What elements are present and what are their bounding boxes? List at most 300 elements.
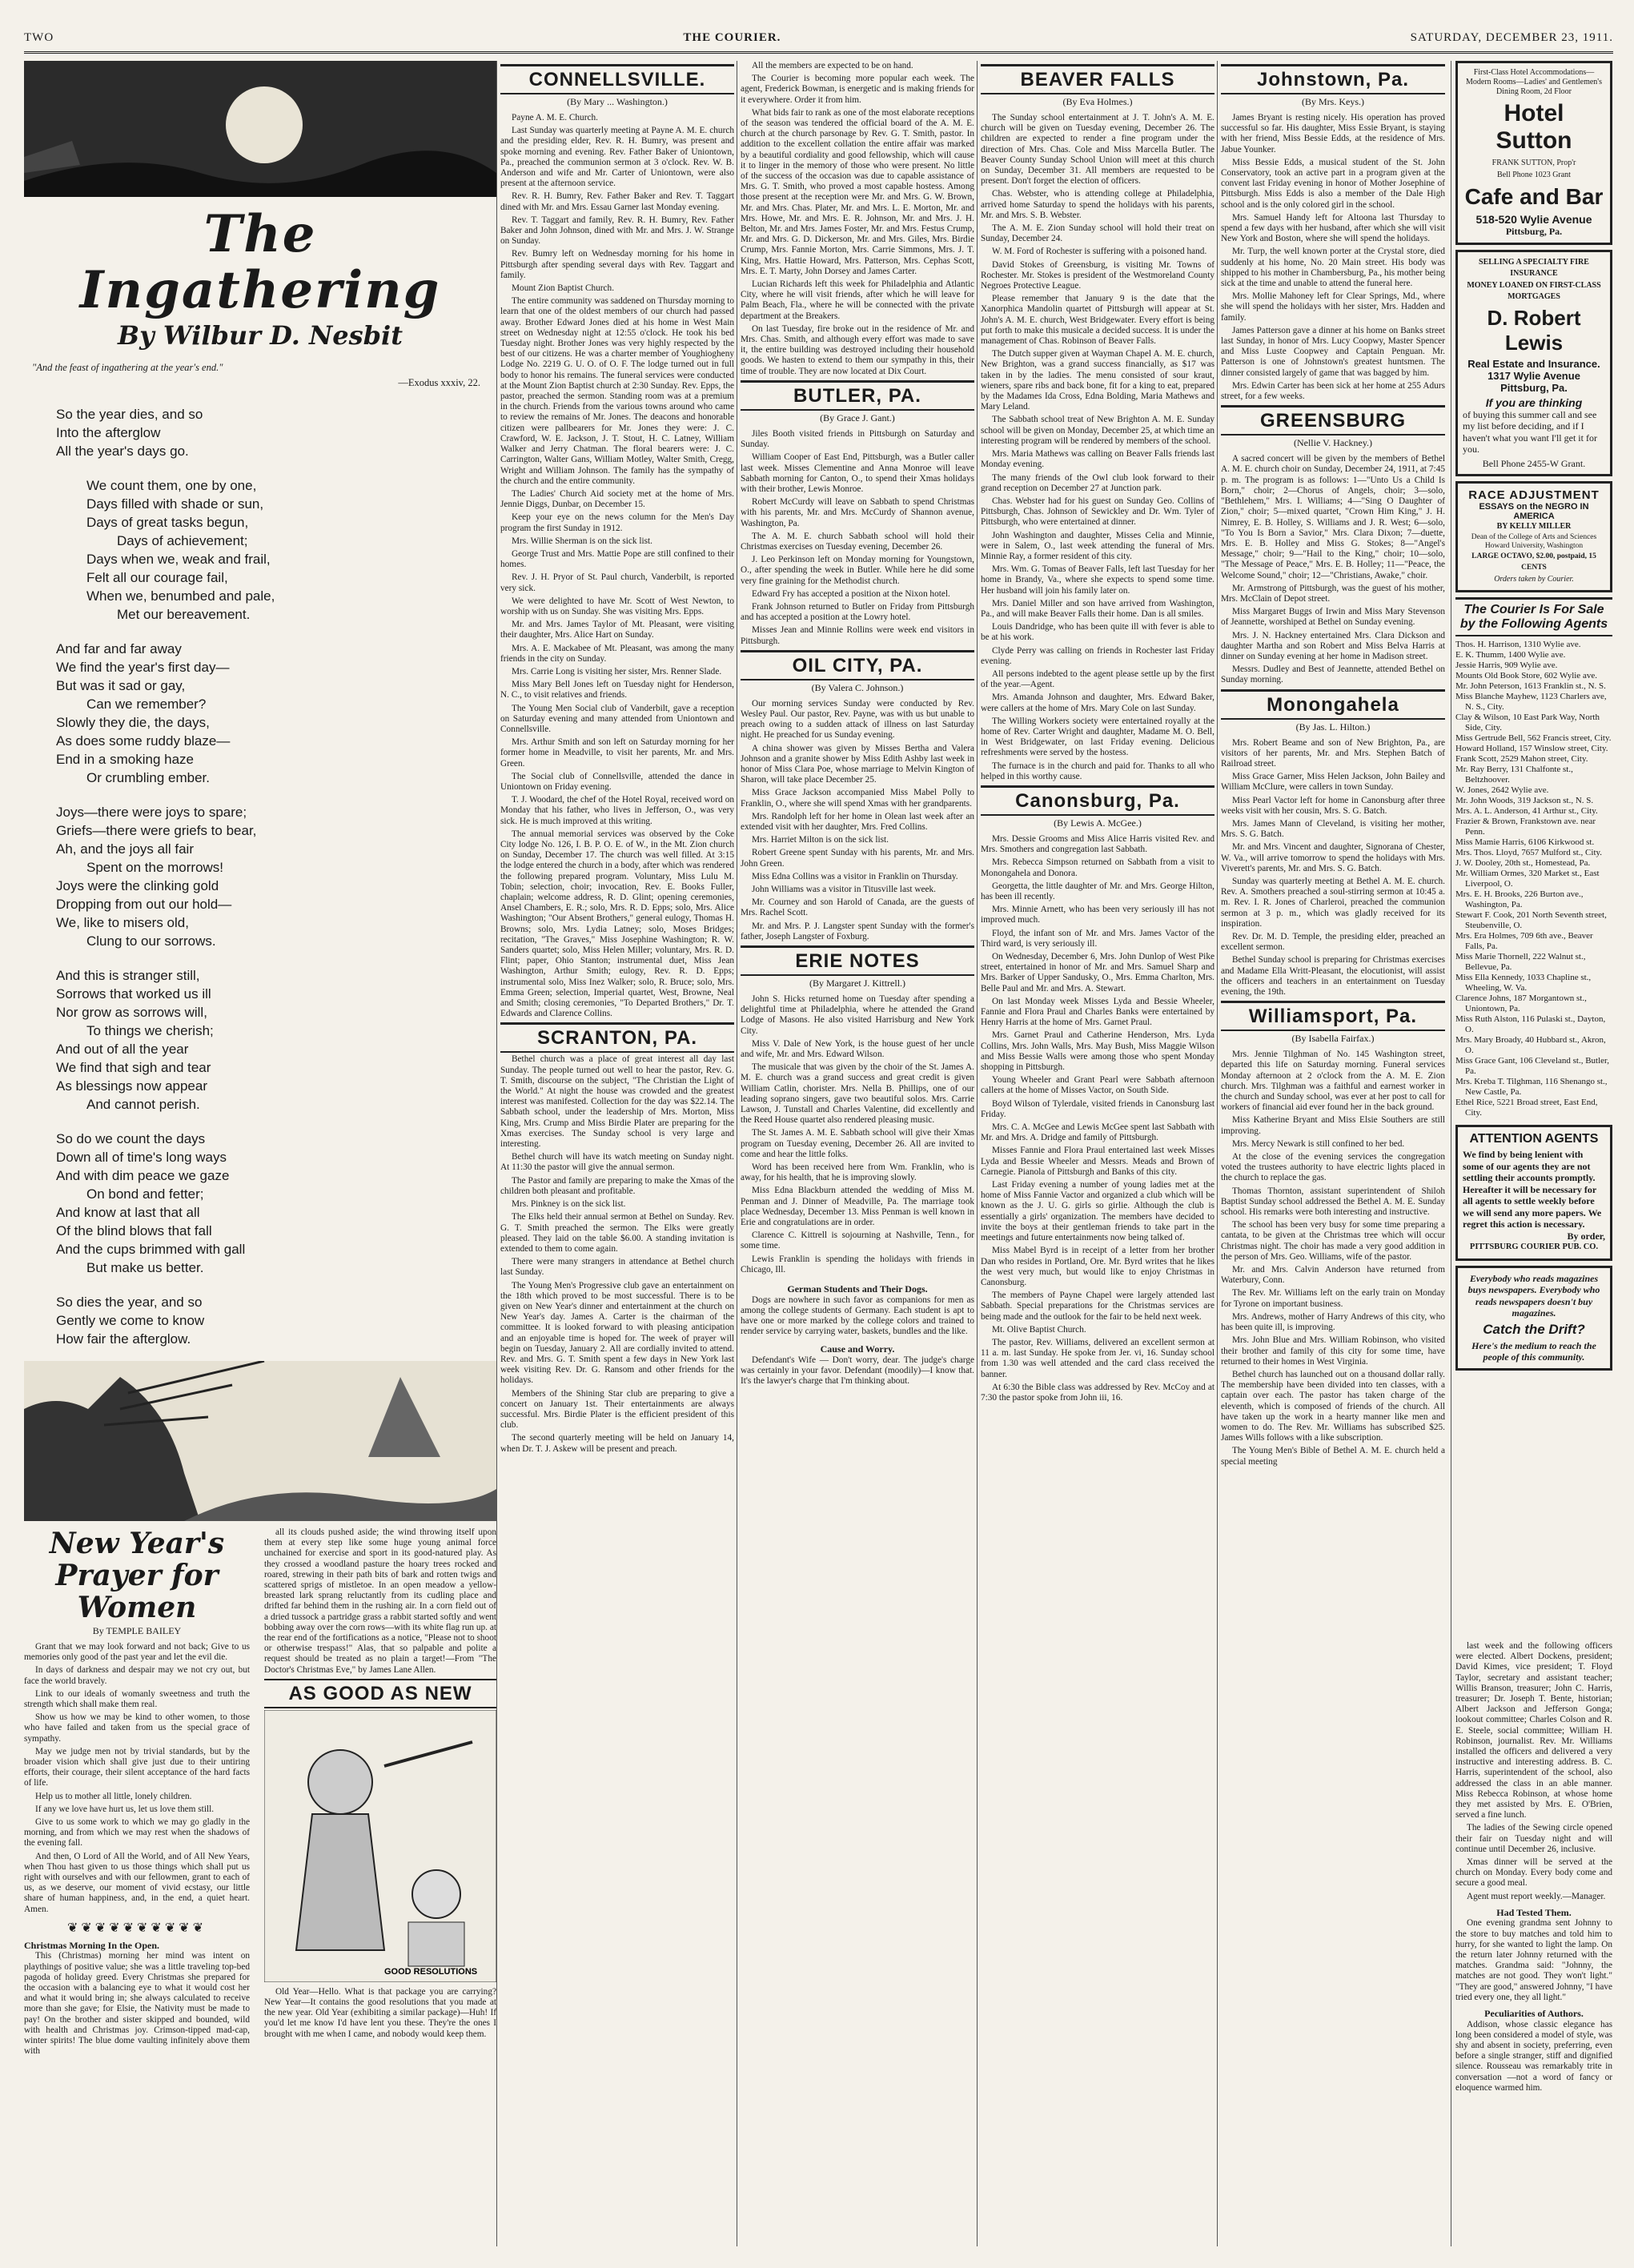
monongahela-title: Monongahela xyxy=(1221,689,1445,720)
race-dean: Dean of the College of Arts and Sciences Howard University, Washington xyxy=(1471,532,1597,550)
poem-line: And with dim peace we gaze xyxy=(56,1168,230,1183)
canonsburg-paragraph: Mrs. Dessie Grooms and Miss Alice Harris visited Rev. and Mrs. Smothers and congregation last Sabbath. xyxy=(981,833,1214,855)
williamsport-byline: (By Isabella Fairfax.) xyxy=(1291,1033,1375,1045)
erie-paragraph: Word has been received here from Wm. Franklin, who is away, for his health, that he is improving slowly. xyxy=(741,1162,974,1183)
agent-entry: Miss Mamie Harris, 6106 Kirkwood st. xyxy=(1455,837,1595,847)
greensburg-body xyxy=(1221,454,1445,685)
lewis-money: MONEY LOANED ON FIRST-CLASS MORTGAGES xyxy=(1467,280,1601,301)
butler-paragraph: Frank Johnson returned to Butler on Friday from Pittsburgh and has accepted a position at the Lowry hotel. xyxy=(741,601,974,623)
canonsburg-paragraph: Floyd, the infant son of Mr. and Mrs. James Vactor of the Third ward, is very seriously ill. xyxy=(981,928,1214,949)
connellsville-paragraph: Rev. J. H. Pryor of St. Paul church, Vanderbilt, is reported very sick. xyxy=(500,572,734,593)
story-section xyxy=(258,1527,496,2059)
prayer-paragraph: Help us to mother all little, lonely children. xyxy=(35,1791,192,1801)
christmas-title: Christmas Morning In the Open. xyxy=(24,1939,160,1951)
agent-entry: Mrs. Era Holmes, 709 6th ave., Beaver Falls, Pa. xyxy=(1455,931,1593,951)
canonsburg-paragraph: Mrs. Rebecca Simpson returned on Sabbath from a visit to Monongahela and Donora. xyxy=(981,857,1214,878)
butler-paragraph: Edward Fry has accepted a position at the Nixon hotel. xyxy=(752,588,950,599)
lewis-phone: Bell Phone 2455-W Grant. xyxy=(1482,457,1586,469)
race-title: RACE ADJUSTMENT xyxy=(1468,488,1600,502)
beaver-paragraph: The Sunday school entertainment at J. T. John's A. M. E. church will be given on Tuesday evening, December 26. The children are expected to render a fine program under the direction of Mrs. Chas. Cole and Miss Marcella Butler. The Beaver County Sunday School Union will meet at this church on Sunday, December 31. All members are requested to be present. Don't forget the election of officers. xyxy=(981,113,1214,187)
continuation-paragraph: The ladies of the Sewing circle opened their fair on Tuesday night and will continue until December 26, inclusive. xyxy=(1455,1823,1612,1854)
poem-line: And know at last that all xyxy=(56,1205,200,1220)
agent-entry: Frank Scott, 2529 Mahon street, City. xyxy=(1455,754,1588,764)
oilcity-paragraph: Robert Greene spent Sunday with his parents, Mr. and Mrs. John Green. xyxy=(741,848,974,869)
poem-line: Clung to our sorrows. xyxy=(86,933,216,949)
poem-line: Of the blind blows that fall xyxy=(56,1223,212,1238)
scranton-body xyxy=(500,1054,734,1454)
oilcity-paragraph: John Williams was a visitor in Titusville last week. xyxy=(752,885,936,894)
williamsport-paragraph: Mrs. Jennie Tilghman of No. 145 Washington street, departed this life on Saturday morning. Funeral services Monday afternoon at 2 o'clock from the A. M. E. Zion church. Mrs. Tilghman was a faithful and earnest worker in the church and Sunday school, was ever at her post to call for workers of financial aid ever found her in the back ground. xyxy=(1221,1050,1445,1113)
beaver-paragraph: The Dutch supper given at Wayman Chapel A. M. E. church, New Brighton, was a grand success financially, as $17 was taken in by the ladies. The menu consisted of sour kraut, wieners, spare ribs and back bone, fit for a king to eat, prepared by the Madames Ida Cross, Edna Bolding, Maria Mathews and Mary Leland. xyxy=(981,349,1214,412)
poem-line: Days filled with shade or sun, xyxy=(86,496,264,512)
butler-paragraph: Robert McCurdy will leave on Sabbath to spend Christmas with his parents, Mr. and Mrs. McCurdy of Shannon avenue, Washington, Pa. xyxy=(741,497,974,528)
poem-line: When we, benumbed and pale, xyxy=(86,588,275,604)
drift-after: Here's the medium to reach the people of this community. xyxy=(1471,1339,1596,1363)
beaver-paragraph: John Washington and daughter, Misses Celia and Minnie, were in Salem, O., last week attending the funeral of Mrs. Minnie Ray, a former resident of this city. xyxy=(981,530,1214,561)
oilcity-paragraph: Miss Edna Collins was a visitor in Franklin on Thursday. xyxy=(752,871,958,881)
poem-stanza xyxy=(56,1293,496,1348)
masthead xyxy=(24,24,1613,54)
butler-body xyxy=(741,429,974,647)
prayer-paragraph: May we judge men not by trivial standards, but by the broader vision which shall give just due to their untiring efforts, their courage, their silent acceptance of the hard facts of life. xyxy=(24,1746,250,1788)
connellsville-paragraph: George Trust and Mrs. Mattie Pope are still confined to their homes. xyxy=(500,548,734,570)
beaver-paragraph: W. M. Ford of Rochester is suffering with a poisoned hand. xyxy=(992,247,1207,257)
beaver-paragraph: The many friends of the Owl club look forward to their grand reception on December 27 at Junction park. xyxy=(981,472,1214,493)
poem-line: Joys—there were joys to spare; xyxy=(56,805,247,820)
lewis-if: If you are thinking xyxy=(1485,395,1583,409)
beaver-paragraph: All persons indebted to the agent please settle up by the first of the year.—Agent. xyxy=(981,668,1214,690)
poem-line: To things we cherish; xyxy=(86,1023,214,1038)
catch-the-drift-ad xyxy=(1455,1266,1612,1371)
attention-title: ATTENTION AGENTS xyxy=(1469,1132,1599,1146)
erie-paragraph: Lewis Franklin is spending the holidays with friends in Chicago, Ill. xyxy=(741,1254,974,1274)
canonsburg-paragraph: The members of Payne Chapel were largely attended last Sabbath. Special preparations for the Christmas services are being made and the outlook for the fair to be held next week. xyxy=(981,1291,1214,1322)
cartoon-label: GOOD RESOLUTIONS xyxy=(384,1966,478,1977)
authors-text: Addison, whose classic elegance has long been considered a model of style, was shy and absent in society, preferring, even before a single stranger, stiff and dignified silence. Rousseau was remarkably trite in conversation —not a word of fancy or eloquence warmed him. xyxy=(1455,2019,1612,2093)
scranton-paragraph: The Young Men's Progressive club gave an entertainment on the 18th which proved to be most successful. There is to be given on New Year's dinner and entertainment at the church on New Year's day. James A. Carter is the chairman of the committee. It is looked forward to with pleasing anticipation and an enjoyable time is hoped for. The week of prayer will begin on Tuesday, January 2. All are cordially invited to attend. Rev. and Mrs. G. T. Smith spent a few days in New York last week visiting Rev. Dr. G. Ransom and other friends for the holidays. xyxy=(500,1280,734,1386)
attention-sig2: PITTSBURG COURIER PUB. CO. xyxy=(1469,1242,1599,1251)
canonsburg-paragraph: On last Monday week Misses Lyda and Bessie Wheeler, Fannie and Flora Praul and Charles Banks were entertained by Henry Harris at the home of Mrs. Garnet Praul. xyxy=(981,996,1214,1028)
greensburg-title: GREENSBURG xyxy=(1221,405,1445,436)
erie-title: ERIE NOTES xyxy=(741,945,974,976)
poem-line: All the year's days go. xyxy=(56,444,189,459)
butler-paragraph: J. Leo Perkinson left on Monday morning for Youngstown, O., after spending the week in Butler. While here he did some very fine graining for the Methodist church. xyxy=(741,555,974,586)
canonsburg-paragraph: Boyd Wilson of Tylerdale, visited friends in Canonsburg last Friday. xyxy=(981,1098,1214,1119)
connellsville-paragraph: Mrs. Carrie Long is visiting her sister, Mrs. Renner Slade. xyxy=(512,666,722,676)
poem-line: On bond and fetter; xyxy=(86,1186,204,1202)
race-adjustment-ad xyxy=(1455,481,1612,592)
agent-entry: Mrs. A. L. Anderson, 41 Arthur st., City. xyxy=(1455,806,1598,816)
hotel-prop: FRANK SUTTON, Prop'r xyxy=(1491,159,1576,167)
greensburg-paragraph: A sacred concert will be given by the members of Bethel A. M. E. church choir on Sunday, December 24, 1911, at 7:45 p. m. The program is as follows: 1—"Unto Us a Child Is Born," choir; 2—Chorus of Angels, choir; 3—solo, "Bethlehem," Mrs. I. Williams; 4—"Sing O Daughter of Zion," choir; 5—mixed quartet, "Crown Him King," J. H. Nimrey, E. B. Holley, S. Williams and J. R. West; 6—solo, "To You Is Born a Savior," Mrs. Clara Dixon; 7—duette, Mrs. E. B. Holley and Miss G. Stokes; 8—"Angel's Message," choir; 9—"Hail to the King," choir; 10—solo, "The Message of Peace," Mrs. E. B. Holley; 11—"Peace, the Welcome Sound," choir; 12—"Christians, Awake," choir. xyxy=(1221,454,1445,580)
agent-entry: Frazier & Brown, Frankstown ave. near Penn. xyxy=(1455,817,1596,837)
erie-paragraph: Miss Edna Blackburn attended the wedding of Miss M. Penman and J. Dinner of Meadville, Pa. The marriage took place Wednesday, December 13. Miss Penman is well known in Erie and congratulations are in order. xyxy=(741,1186,974,1228)
paper-name: THE COURIER. xyxy=(683,30,781,44)
poem-title: The Ingathering xyxy=(79,204,441,320)
poem-line: But make us better. xyxy=(86,1260,204,1275)
agent-entry: Jessie Harris, 909 Wylie ave. xyxy=(1455,660,1558,670)
agent-entry: Mr. William Ormes, 320 Market st., East Liverpool, O. xyxy=(1455,869,1600,889)
connellsville-paragraph: Last Sunday was quarterly meeting at Payne A. M. E. church and the presiding elder, Rev. R. H. Bumry, was present and spoke morning and evening. Rev. Father Baker of Uniontown, Pa., preached the communion sermon at 3 o'clock. Rev. W. B. Anderson and wife and Mr. Carter of Uniontown, were also present at the afternoon service. xyxy=(500,126,734,189)
johnstown-paragraph: Mrs. Mollie Mahoney left for Clear Springs, Md., where she will spend the holidays with her sister, Mrs. Hadden and family. xyxy=(1221,291,1445,323)
monongahela-paragraph: Miss Pearl Vactor left for home in Canonsburg after three weeks visit with her cousin, Mrs. S. G. Batch. xyxy=(1221,795,1445,816)
race-orders: Orders taken by Courier. xyxy=(1494,574,1574,584)
beaver-paragraph: Mrs. Amanda Johnson and daughter, Mrs. Edward Baker, were callers at the home of Mrs. Mary Cole on last Sunday. xyxy=(981,692,1214,713)
beaver-paragraph: Louis Dandridge, who has been quite ill with fever is able to be at his work. xyxy=(981,622,1214,643)
poem-line: Dropping from out our hold— xyxy=(56,897,232,912)
poem-line: Days of achievement; xyxy=(117,533,248,548)
agent-entry: W. Jones, 2642 Wylie ave. xyxy=(1455,785,1549,795)
poem-line: We find that sigh and tear xyxy=(56,1060,211,1075)
canonsburg-paragraph: The pastor, Rev. Williams, delivered an excellent sermon at 11 a. m. last Sunday. He spoke from Jer. vi, 16. Sunday school from 1.30 was well attended and the card class received the banner. xyxy=(981,1337,1214,1379)
oilcity-paragraph: Mrs. Harriet Milton is on the sick list. xyxy=(752,835,889,845)
agent-entry: Stewart F. Cook, 201 North Seventh street, Steubenville, O. xyxy=(1455,910,1607,930)
erie-body xyxy=(741,994,974,1275)
oilcity-byline: (By Valera C. Johnson.) xyxy=(811,681,904,693)
continuation-paragraph: last week and the following officers were elected. Albert Dockens, president; David Kimes, vice president; T. Floyd Taylor, secretary and assistant teacher; Willis Branson, treasurer; John C. Harris, treasurer; Dr. Joseph T. Bente, historian; Albert Jackson and Jefferson Gonga; lookout committee; Charles Colson and R. E. Steele, social committee; William H. Robinson, journalist. Rev. Mr. Williams installed the officers and delivered a very instructive and interesting address. B. C. Harris, superintendent of the school, also addressed the class in an able manner. Miss Rebecca Robinson, at whose home they met assisted by Mrs. E. O'Brien, served a fine lunch. xyxy=(1455,1641,1612,1820)
agent-entry: Mrs. Kreba T. Tilghman, 116 Shenango st., New Castle, Pa. xyxy=(1455,1077,1608,1097)
beaver-byline: (By Eva Holmes.) xyxy=(1062,96,1133,107)
agent-entry: Mounts Old Book Store, 602 Wylie ave. xyxy=(1455,671,1597,680)
issue-date: SATURDAY, DECEMBER 23, 1911. xyxy=(1410,30,1613,44)
erie-paragraph: The musicale that was given by the choir of the St. James A. M. E. church was a grand success and great credit is given William Catlin, chorister. Mrs. Nella B. Phillips, one of our leading soprano singers, gave two beautiful solos. Mrs. Carrie Lawson, J. Tunstall and Charles Valentine, did excellently and the Reed House quartet also rendered pleasing music. xyxy=(741,1062,974,1126)
canonsburg-paragraph: On Wednesday, December 6, Mrs. John Dunlop of West Pike street, entertained in honor of Mr. and Mrs. Samuel Sharp and Mrs. Barker of Upper Sandusky, O., Mrs. Emma Charlton, Mrs. Belle Paul and Mr. and Mrs. A. Stewart. xyxy=(981,952,1214,994)
agent-entry: Mrs. Thos. Lloyd, 7657 Mulford st., City. xyxy=(1455,848,1603,857)
johnstown-paragraph: Mrs. Samuel Handy left for Altoona last Thursday to spend a few days with her husband, after which she will visit New York and Boston, where she will spend the holidays. xyxy=(1221,212,1445,244)
canonsburg-paragraph: Last Friday evening a number of young ladies met at the home of Miss Fannie Vactor and organized a club which will be known as the J. U. G. girls so girlie. Although the club is essentially a girls' organization. The members have decided to invite the boys at their gentleman friends to take part in the meetings and future entertainments now being talked of. xyxy=(981,1180,1214,1243)
agent-entry: Mr. John Woods, 319 Jackson st., N. S. xyxy=(1455,796,1594,805)
monongahela-paragraph: Mr. and Mrs. Vincent and daughter, Signorana of Chester, W. Va., will arrive tomorrow to spend the holidays with Mrs. Viverett's parents, Mr. and Mrs. S. G. Batch. xyxy=(1221,842,1445,873)
poem-line: Sorrows that worked us ill xyxy=(56,986,211,1002)
poem-line: But was it sad or gay, xyxy=(56,678,186,693)
beaver-paragraph: David Stokes of Greensburg, is visiting Mr. Towns of Rochester. Mr. Stokes is president of the Westmoreland County Negroes Protective League. xyxy=(981,259,1214,291)
agent-entry: Mrs. E. H. Brooks, 226 Burton ave., Washington, Pa. xyxy=(1455,889,1584,909)
greensburg-byline: (Nellie V. Hackney.) xyxy=(1293,437,1373,449)
connellsville-paragraph: The Young Men Social club of Vanderbilt, gave a reception on Saturday evening and many attended from Uniontown and Connellsville. xyxy=(500,703,734,734)
canonsburg-paragraph: Mrs. Minnie Arnett, who has been very seriously ill has not improved much. xyxy=(981,905,1214,925)
butler-paragraph: The A. M. E. church Sabbath school will hold their Christmas exercises on Tuesday evening, December 26. xyxy=(741,531,974,552)
moon-illustration xyxy=(24,61,496,197)
agent-entry: Clarence Johns, 187 Morgantown st., Uniontown, Pa. xyxy=(1455,994,1587,1014)
williamsport-paragraph: The Young Men's Bible of Bethel A. M. E. church held a special meeting xyxy=(1221,1446,1445,1467)
story-text: all its clouds pushed aside; the wind throwing itself upon them at every step like some huge young animal force unchained for exercise and sport in its good-natured play. As they crossed a woodland pasture the hoary trees rocked and roared, strewing in their path bits of bark and rotten twigs and scattered sprigs of mistletoe. In an open meadow a yellow-breasted lark sprang reluctantly from its cudling place and drifted far behind them in the rushing air. In a corn field out of a dried tussock a partridge grass a rabbit started softly and went bobbing away over the corn rows—with its white flag run up. at the rear end of the fortifications as a notice, "Please not to shoot or otherwise trespass!" Alas, that so palpable and polite a request should be treated as no plain a target!—From "The Doctor's Christmas Eve," by James Lane Allen. xyxy=(264,1527,496,1675)
canonsburg-paragraph: Young Wheeler and Grant Pearl were Sabbath afternoon callers at the home of Misses Vactor, on South Side. xyxy=(981,1075,1214,1096)
column-rule xyxy=(1217,61,1218,2246)
connellsville-paragraph: Keep your eye on the news column for the Men's Day program the first Sunday in 1912. xyxy=(500,512,734,533)
lewis-top: SELLING A SPECIALTY FIRE INSURANCE xyxy=(1479,257,1589,278)
connellsville-paragraph: Mrs. Willie Sherman is on the sick list. xyxy=(512,536,652,546)
tested-title: Had Tested Them. xyxy=(1496,1906,1572,1918)
poem-line: So the year dies, and so xyxy=(56,407,203,422)
scranton-paragraph: The second quarterly meeting will be held on January 14, when Dr. T. J. Askew will be present and preach. xyxy=(500,1433,734,1454)
poem-line: And the cups brimmed with gall xyxy=(56,1242,246,1257)
johnstown-paragraph: Miss Bessie Edds, a musical student of the St. John Conservatory, took an active part in a program given at the convent last Friday evening in honor of Mother Josephine of Pittsburgh. Miss Edds is also a member of the Dale High school and is the only colored girl in the school. xyxy=(1221,157,1445,210)
canonsburg-body xyxy=(981,834,1214,1403)
oilcity-body xyxy=(741,699,974,942)
intro-body xyxy=(741,61,974,377)
agent-entry: E. K. Thumm, 1400 Wylie ave. xyxy=(1455,650,1566,660)
oilcity-paragraph: Mr. and Mrs. P. J. Langster spent Sunday with the former's father, Joseph Langster of Foxburg. xyxy=(741,921,974,941)
connellsville-body xyxy=(500,113,734,1019)
connellsville-paragraph: The entire community was saddened on Thursday morning to learn that one of the oldest members of our church had passed away. Brother Edward Jones died at his home in West Main street on Wednesday night at 12:55 o'clock. He took his bed Tuesday night. Brother Jones was very highly respected by the best of our citizens. He was a charter member of Youghiogheny Lodge No. 2219 G. U. O. of O. F. The lodge turned out in full body to honor his remains. The funeral services were conducted at the Mount Zion Baptist church at 2:30 Sunday. Rev. Epps, the pastor, preached the sermon. Standing room was at a premium in the church. Friends from the various towns around who came to review the remains of Mr. Jones. The deacons and honorable citizen were pallbearers for Mr. Jones they were: J. C. Crawford, W. E. Jackson, J. T. Stout, H. C. Latney, William Walker and Jerry Chatman. The floral bearers were: J. C. Carrington, Walter Gans, William Motley, Walter Smith, Cregg, Wright and William Johnson. The family has the sympathy of the church and the entire community. xyxy=(500,296,734,486)
poem-line: Or crumbling ember. xyxy=(86,770,210,785)
connellsville-paragraph: Payne A. M. E. Church. xyxy=(512,113,598,122)
continuation-paragraph: Agent must report weekly.—Manager. xyxy=(1467,1891,1606,1901)
prayer-paragraph: And then, O Lord of All the World, and of All New Years, when Thou hast given to us those things which shall put us right with ourselves and with our fellowmen, grant to each of us, as we deserve, our moment of vivid ecstasy, our little share of human happiness, and, in the end, a quiet heart. Amen. xyxy=(24,1851,250,1914)
column-johnstown xyxy=(1221,61,1445,2246)
connellsville-paragraph: Mrs. A. E. Mackabee of Mt. Pleasant, was among the many friends in the city on Sunday. xyxy=(500,643,734,664)
canonsburg-paragraph: Georgetta, the little daughter of Mr. and Mrs. George Hilton, has been ill recently. xyxy=(981,881,1214,901)
greensburg-paragraph: Mr. Armstrong of Pittsburgh, was the guest of his mother, Mrs. McClain of Depot street. xyxy=(1221,583,1445,604)
canonsburg-byline: (By Lewis A. McGee.) xyxy=(1054,817,1142,829)
connellsville-paragraph: The annual memorial services was observed by the Coke City lodge No. 126, I. B. P. O. E. of W., in the Mt. Zion church on Sunday, December 17. The church was well filled. At 3:15 the lodge entered the church in a body, after which was rendered the following prepared program. Voluntary, Miss Lulu M. Tobin; selection, choir; invocation, Rev. E. Books Fuller, chaplain; welcome address, R. D. Glint; opening ceremonies, Ansel Chambers, E. R.; solo, Mrs. R. D. Epps; solo, Mrs. Alice Washington; "Our Absent Brothers," general eulogy, Thomas H. Browns; solo, Mrs. Lydia Latney; solo, Moses Bridges; recitation, "The Graves," Miss Josephine Washington; R. W. Sanders quartet; solo, Miss Helen Miller; voluntary, Mrs. R. D. Flint; paper, Ohio Stanton; instrumental duet, Miss Jean Washington, Arthur Smith; eulogy, Rev. R. D. Epps; instrumental solo, Miss Inez Walker; solo, R. Bruce; solo, Mrs. Emma Green; selection, Imperial quartet, West, Browne, Neal and Smith; closing ceremonies, "To Departed Brothers," Dr. T. Edwards and Clarence Collins. xyxy=(500,829,734,1019)
prayer-title: New Year's Prayer for Women xyxy=(49,1527,225,1624)
poem-line: And this is stranger still, xyxy=(56,968,200,983)
column-ads xyxy=(1455,61,1612,1638)
poem-stanza xyxy=(56,640,496,787)
poem-epigraph: "And the feast of ingathering at the year's end." xyxy=(32,362,223,373)
connellsville-paragraph: The Social club of Connellsville, attended the dance in Uniontown on Friday evening. xyxy=(500,771,734,792)
agent-entry: Miss Ella Kennedy, 1033 Chapline st., Wheeling, W. Va. xyxy=(1455,973,1592,993)
williamsport-paragraph: The school has been very busy for some time preparing a cantata, to be given at the Christmas tree which will occur Christmas night. The choir has made a very good addition in the person of Mrs. Geo. Williams, wife of the pastor. xyxy=(1221,1220,1445,1262)
poem-line: Into the afterglow xyxy=(56,425,161,440)
agent-entry: Miss Gertrude Bell, 562 Francis street, City. xyxy=(1455,733,1612,743)
williamsport-paragraph: Mrs. John Blue and Mrs. William Robinson, who visited their brother and family of this city for some time, have returned to their homes in West Virginia. xyxy=(1221,1335,1445,1367)
oilcity-paragraph: Mr. Courney and son Harold of Canada, are the guests of Mrs. Rachel Scott. xyxy=(741,897,974,918)
connellsville-paragraph: Mr. and Mrs. James Taylor of Mt. Pleasant, were visiting their daughter, Mrs. Alice Hart on Sunday. xyxy=(500,620,734,640)
prayer-paragraph: Grant that we may look forward and not back; Give to us memories only good of the past year and let the evil die. xyxy=(24,1642,250,1663)
erie-paragraph: John S. Hicks returned home on Tuesday after spending a delightful time at Philadelphia, where he attended the Grand Lodge of Masons. He also visited Harrisburg and New York City. xyxy=(741,994,974,1036)
poem-line: Spent on the morrows! xyxy=(86,860,224,875)
hotel-addr: 518-520 Wylie Avenue xyxy=(1475,213,1592,226)
beaver-paragraph: Mrs. Maria Mathews was calling on Beaver Falls friends last Monday evening. xyxy=(981,449,1214,470)
poem-line: We, like to misers old, xyxy=(56,915,189,930)
beaver-body xyxy=(981,113,1214,782)
williamsport-paragraph: Thomas Thornton, assistant superintendent of Shiloh Baptist Sunday school addressed the Bethel A. M. E. Sunday school. His remarks were both interesting and instructive. xyxy=(1221,1186,1445,1218)
canonsburg-paragraph: Mrs. Garnet Praul and Catherine Henderson, Mrs. Lyda Collins, Mrs. John Walls, Mrs. May Bush, Miss Maggie Wilson and Miss Bessie Walls were among those who spent Monday shopping in Pittsburgh. xyxy=(981,1030,1214,1073)
williamsport-paragraph: Bethel church has launched out on a thousand dollar rally. The membership have been divided into ten classes, with a captain over each. The pastor has taken charge of the eleventh, which is composed of friends of the church. All have taken up the work in a hearty manner like men and women to do. The Rev. Mr. Williams has subscribed $25. James Wills follows with a like subscription. xyxy=(1221,1369,1445,1443)
lewis-addr: 1317 Wylie Avenue Pittsburg, Pa. xyxy=(1487,369,1580,394)
erie-paragraph: The St. James A. M. E. Sabbath school will give their Xmas program on Tuesday evening, December 26. All are invited to come and hear the little folks. xyxy=(741,1128,974,1159)
williamsport-paragraph: The Rev. Mr. Williams left on the early train on Monday for Tyrone on important business. xyxy=(1221,1288,1445,1309)
williamsport-paragraph: Mrs. Mercy Newark is still confined to her bed. xyxy=(1232,1138,1405,1149)
monongahela-paragraph: Bethel Sunday school is preparing for Christmas exercises and Madame Ella Writt-Pleasant, the elocutionist, will assist the officers and teachers in an entertainment on Tuesday evening, the 19th. xyxy=(1221,955,1445,998)
butler-paragraph: Jiles Booth visited friends in Pittsburgh on Saturday and Sunday. xyxy=(741,428,974,450)
agent-entry: Clay & Wilson, 10 East Park Way, North Side, City. xyxy=(1455,713,1600,733)
beaver-paragraph: Mrs. Daniel Miller and son have arrived from Washington, Pa., and will make Beaver Falls their home. Dan is all smiles. xyxy=(981,598,1214,619)
greensburg-paragraph: Mrs. J. N. Hackney entertained Mrs. Clara Dickson and daughter Martha and son Robert and Miss Belva Harris at dinner on Sunday evening at her home in Madison street. xyxy=(1221,630,1445,661)
prayer-paragraph: Give to us some work to which we may go gladly in the morning, and from which we may rest when the shadows of the evening fall. xyxy=(24,1817,250,1849)
poem-stanza xyxy=(56,1130,496,1277)
prayer-author: By TEMPLE BAILEY xyxy=(92,1625,182,1636)
race-price: LARGE OCTAVO, $2.00, postpaid, 15 CENTS xyxy=(1471,552,1596,572)
authors-title: Peculiarities of Authors. xyxy=(1484,2008,1584,2019)
poem-line: Nor grow as sorrows will, xyxy=(56,1005,207,1020)
greensburg-paragraph: Messrs. Dudley and Best of Jeannette, attended Bethel on Sunday morning. xyxy=(1221,664,1445,685)
beaver-paragraph: Clyde Perry was calling on friends in Rochester last Friday evening. xyxy=(981,645,1214,666)
scranton-paragraph: The Elks held their annual sermon at Bethel on Sunday. Rev. G. T. Smith preached the sermon. The Elks were greatly pleased. They laid on the table $6.00. A standing invitation is extended to them to come again. xyxy=(500,1212,734,1254)
hotel-cafe: Cafe and Bar xyxy=(1464,184,1604,209)
williamsport-paragraph: Mrs. Andrews, mother of Harry Andrews of this city, who has been quite ill, is improving. xyxy=(1221,1311,1445,1333)
cartoon-title: AS GOOD AS NEW xyxy=(264,1679,496,1708)
oilcity-paragraph: Miss Grace Jackson accompanied Miss Mabel Polly to Franklin, O., where she will spend Xmas with her grandparents. xyxy=(741,788,974,809)
agent-entry: Thos. H. Harrison, 1310 Wylie ave. xyxy=(1455,640,1581,649)
column-rule xyxy=(977,61,978,2246)
poem-line: Ah, and the joys all fair xyxy=(56,841,194,857)
poem-line: Met our bereavement. xyxy=(117,607,251,622)
cartoon-illustration xyxy=(264,1710,496,1982)
prayer-paragraph: In days of darkness and despair may we not cry out, but face the world bravely. xyxy=(24,1665,250,1686)
cartoon-caption: Old Year—Hello. What is that package you are carrying? New Year—It contains the good resolutions that you made at the new year. Old Year (exhibiting a similar package)—Huh! If you'd let me know I'd have lent you these. They're the ones I brought with me when I came, and nobody would keep them. xyxy=(264,1986,496,2039)
ornament: ❦❦❦❦❦❦❦❦❦❦ xyxy=(66,1919,207,1935)
williamsport-paragraph: Miss Katherine Bryant and Miss Elsie Southers are still improving. xyxy=(1221,1115,1445,1136)
agent-entry: Mrs. Mary Broady, 40 Hubbard st., Akron, O. xyxy=(1455,1035,1606,1055)
johnstown-paragraph: James Bryant is resting nicely. His operation has proved successful so far. His daughter, Miss Essie Bryant, is staying with her friend, Miss Bessie Edds, at the residence of Mrs. Jabue Younker. xyxy=(1221,113,1445,155)
williamsport-paragraph: At the close of the evening services the congregation voted the trustees authority to have electric lights placed in the church to replace the gas. xyxy=(1221,1152,1445,1183)
race-sub: ESSAYS on the NEGRO IN AMERICA xyxy=(1479,502,1589,521)
agent-entry: J. W. Dooley, 20th st., Homestead, Pa. xyxy=(1455,858,1591,868)
poem-line: And far and far away xyxy=(56,641,182,656)
hotel-phone: Bell Phone 1023 Grant xyxy=(1497,170,1571,179)
hotel-name: Hotel Sutton xyxy=(1495,100,1572,154)
lewis-sub: Real Estate and Insurance. xyxy=(1467,357,1600,370)
williamsport-title: Williamsport, Pa. xyxy=(1221,1001,1445,1031)
erie-paragraph: Clarence C. Kittrell is sojourning at Nashville, Tenn., for some time. xyxy=(741,1230,974,1251)
poem-stanza xyxy=(56,476,496,624)
agent-entry: Howard Holland, 157 Winslow street, City. xyxy=(1455,744,1608,753)
sale-title: The Courier Is For Sale by the Following Agents xyxy=(1455,597,1612,636)
williamsport-body xyxy=(1221,1050,1445,1467)
beaver-paragraph: The furnace is in the church and paid for. Thanks to all who helped in this worthy cause. xyxy=(981,761,1214,781)
canonsburg-paragraph: Miss Mabel Byrd is in receipt of a letter from her brother Dan who resides in Portland, Ore. Mr. Byrd writes that he likes the west very much, but would like to enjoy Christmas in Canonsburg. xyxy=(981,1246,1214,1287)
tested-text: One evening grandma sent Johnny to the store to buy matches and told him to hurry, for she wanted to light the lamp. On the return later Johnny returned with the matches. Grandma said: "Johnny, the matches are not good. They won't light." "They are good," answered Johnny, "I have tried every one, they all light." xyxy=(1455,1918,1612,2002)
poem-line: We count them, one by one, xyxy=(86,478,257,493)
poem-stanza xyxy=(56,966,496,1114)
oilcity-title: OIL CITY, PA. xyxy=(741,650,974,680)
attention-body: We find by being lenient with some of our agents they are not settling their accounts promptly. Hereafter it will be necessary for all agents to settle weekly before we will send any more papers. We regret this action is necessary. xyxy=(1463,1149,1602,1230)
column-poem xyxy=(24,61,496,2246)
beaver-title: BEAVER FALLS xyxy=(981,64,1214,94)
poem-line: We find the year's first day— xyxy=(56,660,230,675)
scranton-paragraph: Bethel church will have its watch meeting on Sunday night. At 11:30 the pastor will give the annual sermon. xyxy=(500,1152,734,1173)
poem-author: By Wilbur D. Nesbit xyxy=(118,320,403,351)
poem-line: So do we count the days xyxy=(56,1131,206,1146)
scranton-title: SCRANTON, PA. xyxy=(500,1022,734,1053)
poem-stanza xyxy=(56,405,496,460)
intro-paragraph: What bids fair to rank as one of the most elaborate receptions of the season was tendered the official board of the A. M. E. church at the church parsonage by Rev. G. T. Smith, pastor. In addition to the excellent collation the entire affair was marked by a beautiful cordiality and good fellowship, which will cause it to linger in the memory of those who were present. No little of the success of the occasion was due to capable assistance of Mrs. G. T. Smith, who proved a most capable hostess. Among those present at the reception were Mr. and Mrs. G. W. Brown, Mr. and Mrs. Chas. Plater, Mr. and Mrs. L. E. Morton, Mr. and Mrs. Howe, Mr. and Mrs. E. R. Johnson, Mr. and Mrs. J. H. Belton, Mr. and Mrs. James Foster, Mr. and Mrs. Festus Crump, Mr. and Mrs. G. D. Dickerson, Mr. and Mrs. Giles, Mrs. Birdie Crump, Mrs. Fannie Morton, Mrs. Carrie Simmons, Mrs. J. T. King, Mrs. Hattie Howard, Mrs. Patterson, Mrs. Cephas Scott, Mrs. E. T. Marty, John Dorsey and James Carter. xyxy=(741,107,974,276)
connellsville-paragraph: T. J. Woodard, the chef of the Hotel Royal, received word on Monday that his father, who lives in Jefferson, O., was very sick. He is much improved at this writing. xyxy=(500,795,734,826)
lewis-ad xyxy=(1455,250,1612,477)
johnstown-title: Johnstown, Pa. xyxy=(1221,64,1445,94)
johnstown-body xyxy=(1221,113,1445,402)
attention-agents-box xyxy=(1455,1125,1612,1261)
erie-byline: (By Margaret J. Kittrell.) xyxy=(809,977,906,989)
scranton-paragraph: Members of the Shining Star club are preparing to give a concert on January 1st. Their entertainments are always successful. Mrs. Birdie Plater is the efficient president of this club. xyxy=(500,1388,734,1431)
oilcity-paragraph: Mrs. Randolph left for her home in Olean last week after an extended visit with her daughter, Mrs. Fred Collins. xyxy=(741,811,974,832)
monongahela-paragraph: Mrs. James Mann of Cleveland, is visiting her mother, Mrs. S. G. Batch. xyxy=(1221,818,1445,840)
column-rule xyxy=(496,61,497,2246)
canonsburg-paragraph: At 6:30 the Bible class was addressed by Rev. McCoy and at 7:30 the pastor spoke from John iii, 16. xyxy=(981,1382,1214,1403)
poem-body xyxy=(24,405,496,1348)
connellsville-paragraph: Miss Mary Bell Jones left on Tuesday night for Henderson, N. C., to visit relatives and friends. xyxy=(500,680,734,700)
prayer-paragraph: If any we love have hurt us, let us love them still. xyxy=(35,1804,215,1814)
poem-line: Down all of time's long ways xyxy=(56,1150,227,1165)
monongahela-paragraph: Miss Grace Garner, Miss Helen Jackson, John Bailey and William McClure, were callers in town Sunday. xyxy=(1221,772,1445,793)
poem-line: Slowly they die, the days, xyxy=(56,715,210,730)
agent-entry: Miss Ruth Alston, 116 Pulaski st., Dayton, O. xyxy=(1455,1014,1606,1034)
column-beaver-canonsburg xyxy=(981,61,1214,2246)
hotel-sutton-ad xyxy=(1455,61,1612,245)
lewis-body: of buying this summer call and see my list before deciding, and if I haven't what you want I'll get it for you. xyxy=(1463,408,1597,455)
beaver-paragraph: The A. M. E. Zion Sunday school will hold their treat on Sunday, December 24. xyxy=(981,223,1214,244)
connellsville-paragraph: The Ladies' Church Aid society met at the home of Mrs. Jennie Diggs, Dunbar, on December 15. xyxy=(500,488,734,510)
agent-entry: Miss Marie Thornell, 222 Walnut st., Bellevue, Pa. xyxy=(1455,952,1586,972)
attention-sig1: By order, xyxy=(1567,1230,1605,1242)
poem-line: How fair the afterglow. xyxy=(56,1331,191,1347)
prayer-section xyxy=(24,1527,258,2059)
oilcity-paragraph: A china shower was given by Misses Bertha and Valera Johnson and a granite shower by Miss Edith Ashby last week in honor of Miss Clara Poe, whose marriage to Melvin Kington of Sharon, will take place December 25. xyxy=(741,743,974,785)
canonsburg-paragraph: Mt. Olive Baptist Church. xyxy=(992,1324,1086,1335)
poem-epigraph-source: —Exodus xxxiv, 22. xyxy=(398,377,480,388)
johnstown-paragraph: Mrs. Edwin Carter has been sick at her home at 255 Adurs street, for a few weeks. xyxy=(1221,380,1445,402)
beaver-paragraph: Chas. Webster had for his guest on Sunday Geo. Collins of Pittsburgh, Chas. Johnson of Sewickley and Dr. Wm. Tyler of Pittsburgh, who were entertained at dinner. xyxy=(981,496,1214,528)
connellsville-paragraph: Rev. Bumry left on Wednesday morning for his home in Pittsburgh after spending several days with Rev. Taggart and family. xyxy=(500,249,734,280)
connellsville-title: CONNELLSVILLE. xyxy=(500,64,734,94)
beaver-paragraph: Please remember that January 9 is the date that the Xanorphica Mandolin quartet of Pittsburgh will appear at St. John's A. M. E. church, West Bridgewater. Every effort is being put forth to make this musicale a decided success. It is under the management of Chas. Robinson of Beaver Falls. xyxy=(981,294,1214,347)
drift-catch: Catch the Drift? xyxy=(1483,1321,1585,1337)
monongahela-paragraph: Mrs. Robert Beame and son of New Brighton, Pa., are visitors of her parents, Mr. and Mrs. Stephen Batch of Railroad street. xyxy=(1221,737,1445,769)
williamsport-paragraph: Mr. and Mrs. Calvin Anderson have returned from Waterbury, Conn. xyxy=(1221,1265,1445,1286)
poem-line: As does some ruddy blaze— xyxy=(56,733,231,749)
agent-entry: Mr. Ray Berry, 131 Chalfonte st., Beltzhoover. xyxy=(1455,765,1573,785)
poem-line: So dies the year, and so xyxy=(56,1295,203,1310)
connellsville-paragraph: Rev. T. Taggart and family, Rev. R. H. Bumry, Rev. Father Baker and John Johnson, dined with Mr. and Mrs. J. W. Strange on Sunday. xyxy=(500,215,734,247)
canonsburg-paragraph: Mrs. C. A. McGee and Lewis McGee spent last Sabbath with Mr. and Mrs. A. Dridge and family of Pittsburgh. xyxy=(981,1122,1214,1143)
connellsville-paragraph: Mount Zion Baptist Church. xyxy=(512,283,615,294)
scranton-paragraph: Bethel church was a place of great interest all day last Sunday. The people turned out well to hear the pastor, Rev. G. T. Smith, discourse on the subject, "The Christian the Light of the World." At night the house was crowded and the greatest interest was manifested. Collection for the day was $22.14. The Sabbath school, under the leadership of Mrs. Morton, Miss King, Mrs. Crump and Miss Birdie Plater are preparing for the Xmas exercises. The Sunday school is very large and interesting. xyxy=(500,1054,734,1150)
poem-line: End in a smoking haze xyxy=(56,752,194,767)
german-title: German Students and Their Dogs. xyxy=(787,1283,928,1295)
poem-line: Days when we, weak and frail, xyxy=(86,552,271,567)
monongahela-paragraph: Sunday was quarterly meeting at Bethel A. M. E. church. Rev. A. Smothers preached a soul-stirring sermon at 10:45 a. m. Rev. I. R. Jones of Charleroi, preached the communion sermon at 3 p. m., which was gladly received for its inspiration. xyxy=(1221,876,1445,929)
agent-entry: Ethel Rice, 5221 Broad street, East End, City. xyxy=(1455,1098,1598,1118)
connellsville-paragraph: Mrs. Arthur Smith and son left on Saturday morning for her former home in Meadville, to visit her parents, Mr. and Mrs. Green. xyxy=(500,737,734,769)
connellsville-byline: (By Mary ... Washington.) xyxy=(567,96,668,107)
lewis-name: D. Robert Lewis xyxy=(1487,305,1581,355)
scranton-paragraph: Mrs. Pinkney is on the sick list. xyxy=(512,1199,626,1210)
agent-entry: Miss Grace Gant, 106 Cleveland st., Butler, Pa. xyxy=(1455,1056,1610,1076)
german-text: Dogs are nowhere in such favor as companions for men as among the college students of Germany. Each student is apt to have one or more marked by the college colors and trained to render service by carrying water, baskets, bundles and the like. xyxy=(741,1295,974,1337)
greensburg-paragraph: Miss Margaret Buggs of Irwin and Miss Mary Stevenson of Jeannette, worshiped at Bethel on Sunday evening. xyxy=(1221,607,1445,628)
agent-entry: Mr. John Peterson, 1613 Franklin st., N. S. xyxy=(1455,681,1606,691)
column-butler-oilcity-erie xyxy=(741,61,974,2246)
canonsburg-paragraph: Misses Fannie and Flora Praul entertained last week Misses Lyda and Bessie Wheeler and Messrs. Meads and Brown of Carnegie. Pianola of Pittsburgh and Banks of this city. xyxy=(981,1146,1214,1177)
prayer-paragraph: Show us how we may be kind to other women, to those who have failed and taken from us the special grace of sympathy. xyxy=(24,1712,250,1744)
butler-paragraph: William Cooper of East End, Pittsburgh, was a Butler caller last week. Misses Clementine and Anna Monroe will leave Sabbath morning for Canton, O., to spend their Xmas holidays with their brother, Lewis Monroe. xyxy=(741,452,974,494)
poem-line: As blessings now appear xyxy=(56,1078,208,1094)
beaver-paragraph: Chas. Webster, who is attending college at Philadelphia, arrived home Saturday to spend the holidays with his parents, Mr. and Mrs. S. B. Webster. xyxy=(981,189,1214,220)
connellsville-paragraph: We were delighted to have Mr. Scott of West Newton, to worship with us on Sunday. She was visiting Mrs. Epps. xyxy=(500,596,734,616)
monongahela-paragraph: Rev. Dr. M. D. Temple, the presiding elder, preached an excellent sermon. xyxy=(1221,932,1445,953)
agent-entry: Miss Blanche Mayhew, 1123 Charlers ave, N. S., City. xyxy=(1455,692,1607,712)
race-by: BY KELLY MILLER xyxy=(1496,522,1572,531)
butler-paragraph: Misses Jean and Minnie Rollins were week end visitors in Pittsburgh. xyxy=(741,625,974,646)
poem-line: And out of all the year xyxy=(56,1042,189,1057)
beaver-paragraph: The Sabbath school treat of New Brighton A. M. E. Sunday school will be given on Monday, December 25, at which time an interesting program will be rendered by members of the school. xyxy=(981,415,1214,446)
poem-stanza xyxy=(56,803,496,950)
worry-text: Defendant's Wife — Don't worry, dear. The judge's charge was certainly in your favor. Defendant (moodily)—I know that. It's the lawyer's charge that I'm thinking about. xyxy=(741,1355,974,1387)
scranton-paragraph: There were many strangers in attendance at Bethel church last Sunday. xyxy=(500,1257,734,1278)
